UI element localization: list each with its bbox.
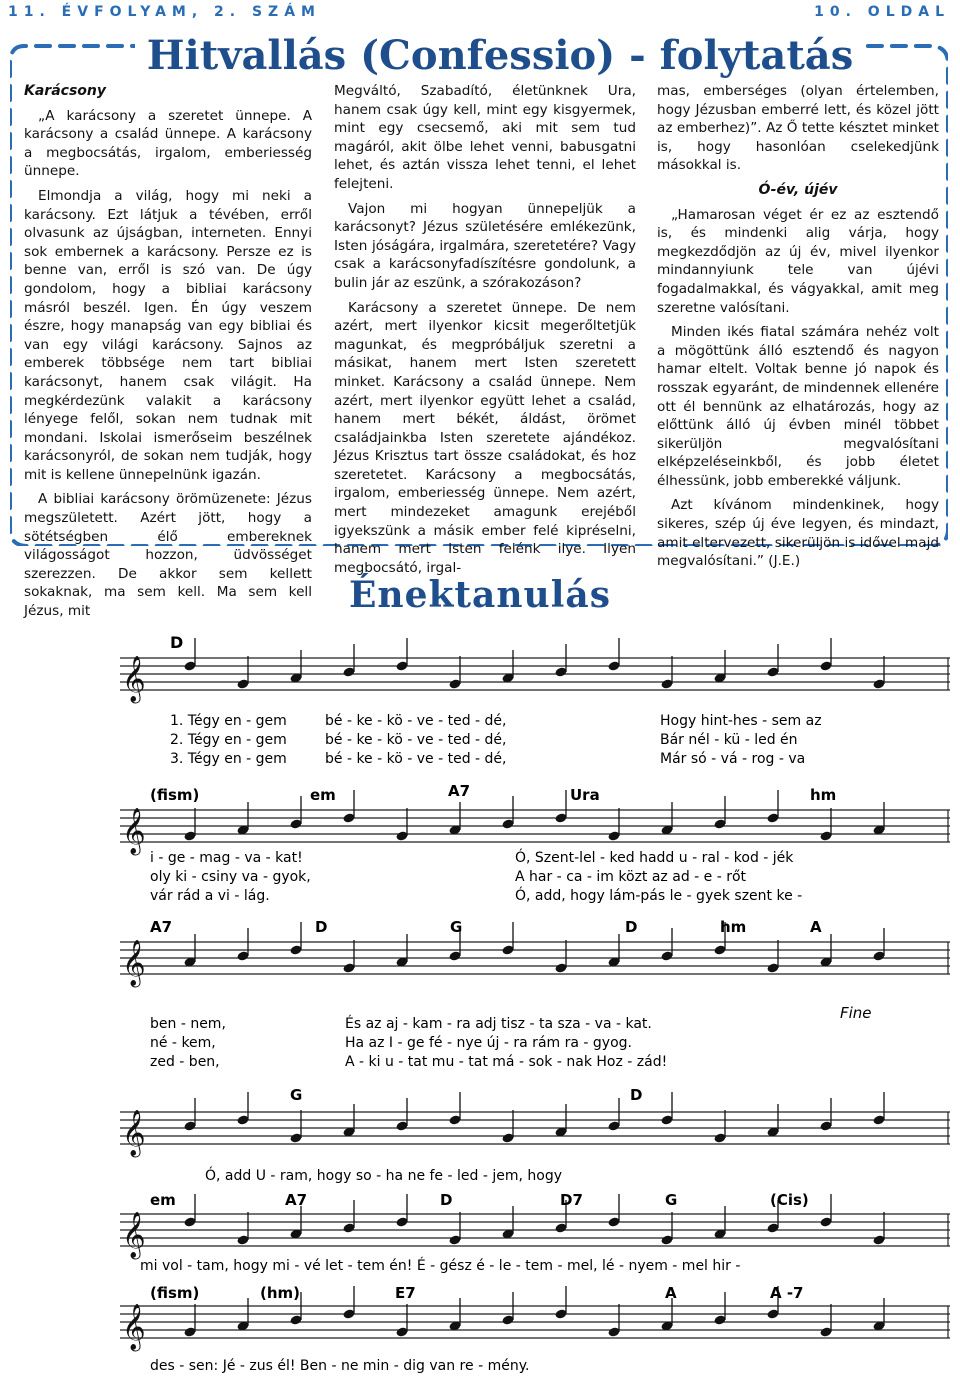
chord-label: G: [450, 918, 463, 936]
chord-label: A: [665, 1284, 677, 1302]
paragraph: mas, emberséges (olyan értelemben, hogy Jézusban emberré lett, és közel jött az emberhez)”. Az Ő tette késztet minket is, hogy hasonlóan cselekedjünk másokkal is.: [657, 83, 939, 174]
chord-label: D: [440, 1191, 453, 1209]
chord-label: hm: [810, 786, 837, 804]
song-title: Énektanulás: [348, 574, 612, 616]
chord-label: (fism): [150, 786, 200, 804]
paragraph: A bibliai karácsony örömüzenete: Jézus megszületett. Azért jött, hogy a sötétségben élő embereknek világosságot hozzon, üdvösséget szerezzen. De akkor sem kellett sokaknak, ma sem kell. Ma sem kell Jézus, mit: [24, 491, 312, 620]
paragraph: Elmondja a világ, hogy mi neki a karácsony. Ezt látjuk a tévében, erről olvasunk az újságban, interneten. Ennyi sok embernek a karácsony. Persze ez is benne van, erről is szó van. De úgy gondolom, hogy a bibliai karácsony másról beszél. Igen. Én úgy veszem észre, hogy manapság van egy bibliai és van egy világi karácsony. Sajnos az emberek többsége nem tart bibliai karácsonyt, hanem csak világit. Ha megkérdezünk valakit a karácsony lényege felől, sokan nem tudnak mit mondani. Iskolai ismerőseim beszélnek karácsonyról, de sokan nem tudják, hogy mit is kellene ünnepelnünk igazán.: [24, 187, 312, 483]
page-number-header: 10. OLDAL: [814, 4, 950, 20]
lyric-line: A har - ca - im közt az ad - e - rőt: [515, 869, 747, 885]
chord-label: G: [665, 1191, 678, 1209]
lyric-line: bé - ke - kö - ve - ted - dé,: [325, 732, 507, 748]
page-title: Hitvallás (Confessio) - folytatás: [0, 32, 960, 80]
chord-label: em: [150, 1191, 176, 1209]
paragraph: „A karácsony a szeretet ünnepe. A karácsony a család ünnepe. A karácsony a megbocsátás, irgalom, emberiesség ünnepe.: [24, 107, 312, 180]
lyric-line: A - ki u - tat mu - tat má - sok - nak Hoz - zád!: [345, 1054, 668, 1070]
chord-label: (hm): [260, 1284, 301, 1302]
treble-clef-icon: 𝄞: [122, 1212, 146, 1258]
treble-clef-icon: 𝄞: [122, 656, 146, 702]
paragraph: Minden ikés fiatal számára nehéz volt a mögöttünk álló esztendő és nagyon hamar eltelt. Voltak benne jó napok és rosszak egyaránt, de mindennek ellenére ott él bennünk az elhatározás, hogy az előttünk álló új évben minél többet sikerüljön megvalósítani elképzeléseinkből, és jobb életet élhessünk, jobb emberekké váljunk.: [657, 324, 939, 489]
treble-clef-icon: 𝄞: [122, 940, 146, 986]
chord-label: D: [170, 633, 184, 652]
chord-label: A7: [285, 1191, 308, 1209]
lyric-line: i - ge - mag - va - kat!: [150, 850, 303, 866]
chord-label: em: [310, 786, 336, 804]
lyric-line: 2. Tégy en - gem: [170, 732, 287, 748]
chord-label: Ura: [570, 786, 600, 804]
column-3: [657, 82, 939, 577]
lyric-line: Ó, Szent-lel - ked hadd u - ral - kod - jék: [515, 850, 794, 866]
sheet-music: [120, 630, 950, 1378]
chord-label: G: [290, 1086, 303, 1104]
lyric-line: 1. Tégy en - gem: [170, 713, 287, 729]
section-heading-karacsony: Karácsony: [24, 83, 106, 99]
lyric-line: vár rád a vi - lág.: [150, 888, 270, 904]
chord-label: D: [625, 918, 638, 936]
paragraph: Karácsony a szeretet ünnepe. De nem azért, mert ilyenkor kicsit megerőltetjük magunkat, és megpróbáljuk szeretni a másikat, hanem mert Isten szeretett minket. Karácsony a család ünnepe. Nem azért, mert ilyenkor együtt lehet a család, hanem mert békét, áldást, örömet családjainkba Isten szeretete ajándékoz. Jézus Krisztus tart össze családokat, és hoz szeretetet. Karácsony a megbocsátás, irgalom, emberiesség ünnepe. Nem azért, mert mindezeket amagunk erejéből igyekszünk a másik ember felé kipréselni, hanem mert Isten felénk ilye. Ilyen megbocsátó, irgal-: [334, 299, 636, 576]
column-1: [24, 82, 312, 627]
chord-label: A -7: [770, 1284, 804, 1302]
lyric-line: És az aj - kam - ra adj tisz - ta sza - va - kat.: [345, 1016, 652, 1032]
lyric-line: ben - nem,: [150, 1016, 226, 1032]
chord-label: E7: [395, 1284, 416, 1302]
chord-label: D: [630, 1086, 643, 1104]
chord-label: D7: [560, 1191, 583, 1209]
lyric-line: Ó, add U - ram, hogy so - ha ne fe - led - jem, hogy: [205, 1168, 562, 1184]
lyric-line: oly ki - csiny va - gyok,: [150, 869, 311, 885]
lyric-line: zed - ben,: [150, 1054, 220, 1070]
treble-clef-icon: 𝄞: [122, 1110, 146, 1156]
fine-marking: Fine: [840, 1004, 872, 1022]
lyric-line: bé - ke - kö - ve - ted - dé,: [325, 751, 507, 767]
chord-label: A7: [448, 782, 471, 800]
lyric-line: des - sen: Jé - zus él! Ben - ne min - dig van re - mény.: [150, 1358, 530, 1374]
chord-label: D: [315, 918, 328, 936]
paragraph: Megváltó, Szabadító, életünknek Ura, hanem csak úgy kell, mint egy kisgyermek, mint egy csecsemő, aki mit sem tud magáról, akit ölbe lehet venni, babusgatni lehet, és aztán vissza lehet tenni, el lehet felejteni.: [334, 83, 636, 192]
lyric-line: mi vol - tam, hogy mi - vé let - tem én! É - gész é - le - tem - mel, lé - nyem - mel hir -: [140, 1258, 741, 1274]
chord-label: A7: [150, 918, 173, 936]
lyric-line: Már só - vá - rog - va: [660, 751, 806, 767]
paragraph: „Hamarosan véget ér ez az esztendő is, és mindenki alig várja, hogy megkezdődjön az új év, mivel ilyenkor mindannyiunk tele van újévi fogadalmakkal, és vágyakkal, amit meg szeretne valósítani.: [657, 206, 939, 316]
issue-header: 11. ÉVFOLYAM, 2. SZÁM: [8, 4, 321, 20]
lyric-line: bé - ke - kö - ve - ted - dé,: [325, 713, 507, 729]
chord-label: (Cis): [770, 1191, 809, 1209]
chord-label: A: [810, 918, 822, 936]
lyric-line: Ó, add, hogy lám-pás le - gyek szent ke -: [515, 888, 803, 904]
chord-label: (fism): [150, 1284, 200, 1302]
lyric-line: 3. Tégy en - gem: [170, 751, 287, 767]
paragraph: Azt kívánom mindenkinek, hogy sikeres, szép új éve legyen, és mindazt, amit eltervezett, sikerüljön is idővel majd megvalósítani.” (J.E.): [657, 497, 939, 570]
lyric-line: Ha az I - ge fé - nye új - ra rám ra - gyog.: [345, 1035, 632, 1051]
chord-label: hm: [720, 918, 747, 936]
column-2: [334, 82, 636, 583]
treble-clef-icon: 𝄞: [122, 808, 146, 854]
treble-clef-icon: 𝄞: [122, 1304, 146, 1350]
lyric-line: né - kem,: [150, 1035, 216, 1051]
lyric-line: Hogy hint-hes - sem az: [660, 713, 822, 729]
section-heading-o-ev-ujev: Ó-év, újév: [758, 181, 838, 198]
paragraph: Vajon mi hogyan ünnepeljük a karácsonyt? Jézus születésére emlékezünk, Isten jóságára, irgalmára, szeretetére? Vagy csak a karácsonyfadíszítésre gondolunk, a bulin jár az eszünk, a szórakozáson?: [334, 200, 636, 291]
lyric-line: Bár nél - kü - led én: [660, 732, 798, 748]
